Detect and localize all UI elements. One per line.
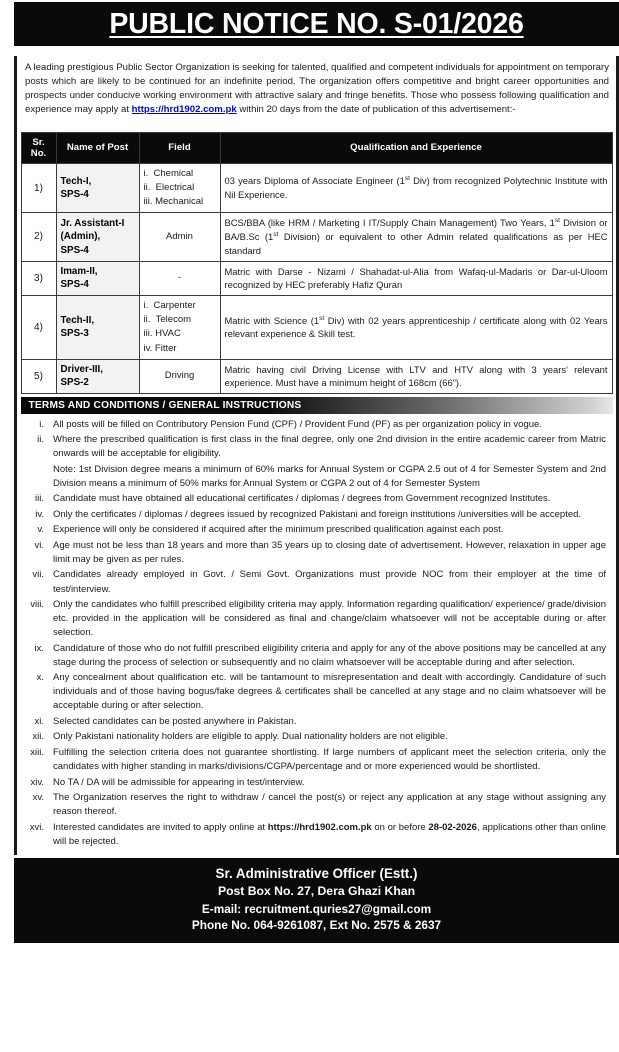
- term-text: Where the prescribed qualification is first class in the final degree, only one 2nd division in the entire academic career from Matric onwards will be acceptable for eligibility.: [53, 434, 606, 460]
- term-text: Fulfilling the selection criteria does not guarantee shortlisting. If large numbers of applicant meet the selection criteria, only the candidates with higher standing in marks/divisions/CGPA/percentage and or more experienced would be shortlisted.: [53, 747, 606, 773]
- posts-table: [21, 132, 613, 394]
- footer-officer-title: Sr. Administrative Officer (Estt.): [215, 866, 418, 882]
- cell-name-of-post: Tech-II, SPS-3: [56, 295, 139, 359]
- term-text: Note: 1st Division degree means a minimum of 60% marks for Annual System or CGPA 2.5 out of 4 for Semester System and 2nd Division means a minimum of 50% marks for Annual System or CGPA 2 out of 4 for Semester System: [53, 463, 606, 489]
- term-number: ii.: [37, 434, 44, 446]
- cell-sr-no: 3): [21, 261, 56, 295]
- terms-and-conditions-header: TERMS AND CONDITIONS / GENERAL INSTRUCTIONS: [21, 397, 613, 414]
- term-number: v.: [37, 524, 44, 536]
- table-row: [21, 213, 612, 261]
- term-number: i.: [39, 418, 44, 430]
- cell-qualification: Matric with Darse - Nizami / Shahadat-ul-Alia from Wafaq-ul-Madaris or Dar-ul-Uloom recognized by HEC preferably Hafiz Quran: [220, 261, 612, 295]
- table-header-row: [21, 132, 612, 163]
- cell-qualification: Matric having civil Driving License with LTV and HTV along with 3 years' relevant experience. Must have a minimum height of 168cm (66”).: [220, 359, 612, 393]
- term-number: xiv.: [30, 776, 44, 788]
- cell-sr-no: 1): [21, 163, 56, 213]
- cell-name-of-post: Tech-I, SPS-4: [56, 163, 139, 213]
- column-header-field: Field: [139, 132, 220, 163]
- cell-name-of-post: Driver-III, SPS-2: [56, 359, 139, 393]
- term-text: Candidature of those who do not fulfill prescribed eligibility criteria and apply for any of the above positions may be cancelled at any stage during the process of selection or subsequently and no claim whatsoever will be acceptable during and after selection.: [53, 642, 606, 668]
- term-number: xvi.: [29, 821, 44, 833]
- term-item: [23, 776, 606, 790]
- footer-phone: Phone No. 064-9261087, Ext No. 2575 & 2637: [191, 918, 442, 933]
- column-header-sr-no: Sr. No.: [21, 132, 56, 163]
- term-item: [23, 568, 606, 596]
- term-text: Only the candidates who fulfill prescribed eligibility criteria may apply. Information regarding qualification/ experience/ grade/division etc. provided in the application will be considered as final and change/claim whatsoever will not be acceptable during or after selection.: [53, 599, 606, 639]
- term-number: iii.: [35, 493, 44, 505]
- cell-field: Driving: [139, 359, 220, 393]
- term-item: [23, 715, 606, 729]
- cell-qualification: Matric with Science (1st Div) with 02 years apprenticeship / certificate along with 02 Years relevant experience & Skill test.: [220, 295, 612, 359]
- term-number: vii.: [32, 569, 44, 581]
- term-item: [23, 746, 606, 774]
- cell-sr-no: 2): [21, 213, 56, 261]
- footer-contact-block: [14, 858, 619, 943]
- cell-name-of-post: Imam-II, SPS-4: [56, 261, 139, 295]
- term-number: xii.: [32, 731, 44, 743]
- cell-field: i. Carpenter ii. Telecom iii. HVAC iv. Fitter: [139, 295, 220, 359]
- term-item: [23, 730, 606, 744]
- term-item: [23, 508, 606, 522]
- term-item: [23, 598, 606, 640]
- term-text: Any concealment about qualification etc. will be tantamount to misrepresentation and dealt with accordingly. Candidature of such individuals and of those having bogus/fake degrees & certificates shall be cancelled at any stage and no claim whatsoever will be acceptable during or after selection.: [53, 672, 606, 712]
- term-text: The Organization reserves the right to withdraw / cancel the post(s) or reject any application at any stage without assigning any reason thereof.: [53, 792, 606, 818]
- cell-qualification: BCS/BBA (like HRM / Marketing I IT/Supply Chain Management) Two Years, 1st Division or BA/B.Sc (1st Division) or equivalent to other Admin related qualifications as per HEC standard: [220, 213, 612, 261]
- notice-body-frame: [14, 56, 619, 856]
- term-text: Interested candidates are invited to apply online at https://hrd1902.com.pk on or before 28-02-2026, applications other than online will be rejected.: [53, 821, 606, 847]
- footer-email: E-mail: recruitment.quries27@gmail.com: [201, 901, 432, 916]
- table-row: [21, 261, 612, 295]
- title-banner: [14, 2, 619, 46]
- term-text: No TA / DA will be admissible for appearing in test/interview.: [53, 776, 305, 788]
- term-item: [23, 539, 606, 567]
- term-item: [23, 791, 606, 819]
- term-number: ix.: [34, 642, 44, 654]
- term-item: [23, 433, 606, 461]
- apply-url-link[interactable]: https://hrd1902.com.pk: [131, 103, 237, 115]
- cell-qualification: 03 years Diploma of Associate Engineer (1st Div) from recognized Polytechnic Institute with Nil Experience.: [220, 163, 612, 213]
- term-number: xv.: [32, 792, 44, 804]
- term-number: x.: [36, 672, 44, 684]
- cell-sr-no: 4): [21, 295, 56, 359]
- term-item: [23, 418, 606, 432]
- term-text: Age must not be less than 18 years and more than 35 years up to closing date of advertisement. However, relaxation in upper age limit may be given as per rules.: [53, 539, 606, 565]
- term-item: [23, 463, 606, 491]
- footer-address: Post Box No. 27, Dera Ghazi Khan: [217, 884, 416, 899]
- term-item: [23, 492, 606, 506]
- term-text: Only the certificates / diplomas / degrees issued by recognized Pakistani and foreign institutions /universities will be accepted.: [53, 508, 582, 520]
- term-number: iv.: [35, 508, 44, 520]
- terms-list: [17, 414, 616, 856]
- term-item: [23, 642, 606, 670]
- table-row: [21, 295, 612, 359]
- cell-field: i. Chemical ii. Electrical iii. Mechanical: [139, 163, 220, 213]
- term-text: Selected candidates can be posted anywhere in Pakistan.: [53, 715, 297, 727]
- page-title: PUBLIC NOTICE NO. S-01/2026: [109, 7, 524, 40]
- table-row: [21, 163, 612, 213]
- column-header-name-of-post: Name of Post: [56, 132, 139, 163]
- cell-sr-no: 5): [21, 359, 56, 393]
- table-row: [21, 359, 612, 393]
- term-number: vi.: [34, 539, 44, 551]
- cell-field: Admin: [139, 213, 220, 261]
- term-text: Only Pakistani nationality holders are eligible to apply. Dual nationality holders are not eligible.: [53, 731, 448, 743]
- intro-paragraph: [17, 56, 616, 122]
- term-text: Candidate must have obtained all educational certificates / diplomas / degrees from Government recognized Institutes.: [53, 493, 551, 505]
- column-header-qualification: Qualification and Experience: [220, 132, 612, 163]
- term-number: xi.: [34, 715, 44, 727]
- cell-name-of-post: Jr. Assistant-I (Admin), SPS-4: [56, 213, 139, 261]
- cell-field: -: [139, 261, 220, 295]
- intro-text-after-url: within 20 days from the date of publication of this advertisement:-: [236, 103, 516, 115]
- term-item: [23, 523, 606, 537]
- term-number: xiii.: [30, 747, 44, 759]
- term-item: [23, 821, 606, 849]
- posts-table-head: [21, 132, 612, 163]
- term-number: viii.: [30, 599, 44, 611]
- term-text: Candidates already employed in Govt. / Semi Govt. Organizations must provide NOC from their employer at the time of test/interview.: [53, 569, 606, 595]
- intro-text-before-url: A leading prestigious Public Sector Organization is seeking for talented, qualified and competent individuals for appointment on temporary posts which are likely to be continued for an indefinite period. The organization offers competitive and bright career opportunities and prospects under conducive working environment with attractive salary and fringe benefits. Those who possess following qualification and experience may apply at: [25, 61, 609, 115]
- term-item: [23, 671, 606, 713]
- term-text: All posts will be filled on Contributory Pension Fund (CPF) / Provident Fund (PF) as per organization policy in vogue.: [53, 418, 542, 430]
- posts-table-body: [21, 163, 612, 393]
- term-text: Experience will only be considered if acquired after the minimum prescribed qualification against each post.: [53, 524, 504, 536]
